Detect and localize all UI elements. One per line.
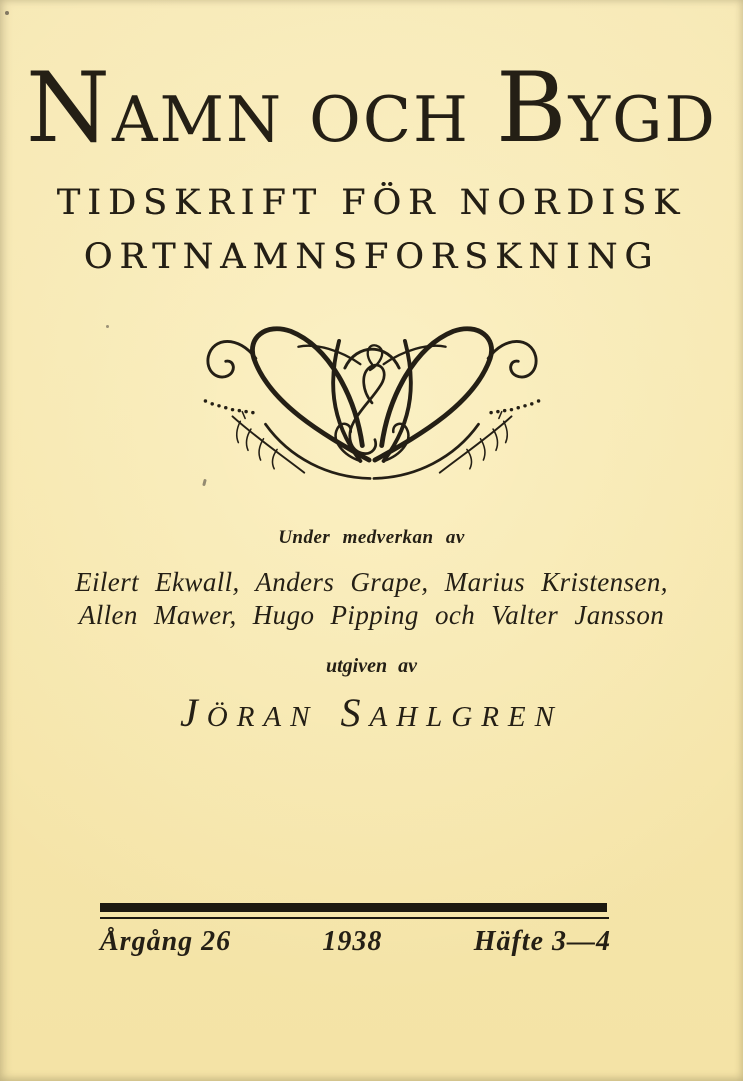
subtitle-line-1: TIDSKRIFT FÖR NORDISK <box>56 183 687 223</box>
contributors-line-2: Allen Mawer, Hugo Pipping och Valter Jansson <box>78 600 665 630</box>
journal-title <box>0 52 743 164</box>
paper-speck <box>5 11 9 15</box>
title-connector: OCH <box>309 83 470 156</box>
volume-label: Årgång 26 <box>100 926 232 957</box>
publisher-intro: utgiven av <box>326 655 417 677</box>
contributors-names <box>0 566 743 632</box>
nb-monogram-ornament-icon <box>0 308 743 497</box>
title-initial-2: B <box>495 52 569 164</box>
year-label: 1938 <box>322 926 383 957</box>
paper-speck <box>106 325 109 328</box>
title-rest-2: YGD <box>568 83 717 156</box>
contributors-line-1: Eilert Ekwall, Anders Grape, Marius Kristensen, <box>75 567 668 597</box>
publisher-rest-2: AHLGREN <box>369 701 563 733</box>
publisher-initial-1: J <box>180 690 207 735</box>
issue-label: Häfte 3—4 <box>473 926 611 957</box>
title-rest-1: AMN <box>112 83 284 156</box>
title-initial-1: N <box>26 52 113 164</box>
publisher-rest-1: ÖRAN <box>206 701 319 733</box>
footer-rule-thick <box>100 903 607 912</box>
subtitle-line-2: ORTNAMNSFORSKNING <box>83 237 660 277</box>
imprint-row <box>100 926 611 958</box>
contributors-intro: Under medverkan av <box>278 527 465 548</box>
publisher-name <box>0 690 743 735</box>
footer-rule-thin <box>100 917 609 919</box>
publisher-initial-2: S <box>340 690 370 735</box>
